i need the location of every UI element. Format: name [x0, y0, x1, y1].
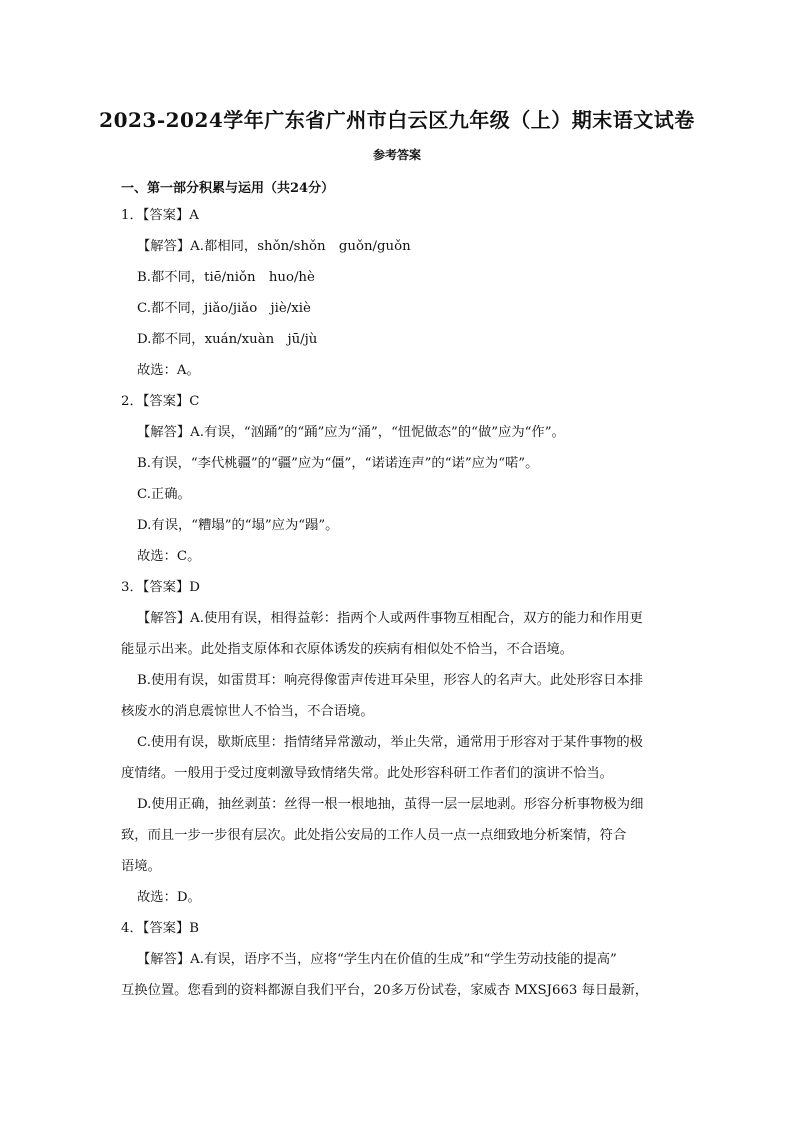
explanation-line: D.都不同，xuán/xuàn jū/jù: [137, 332, 318, 347]
section-heading: 一、第一部分积累与运用（共24分）: [121, 181, 335, 196]
answer-heading-3: 3．【答案】D: [121, 580, 200, 595]
answer-body: [121, 200, 681, 1006]
choice-line: 故选：C。: [137, 549, 201, 564]
explanation-line: B.都不同，tiē/niǒn huo/hè: [137, 270, 315, 285]
explanation-line: D.使用正确，抽丝剥茧：丝得一根一根地抽，茧得一层一层地剥。形容分析事物极为细: [137, 797, 644, 812]
answer-heading-4: 4．【答案】B: [121, 921, 200, 936]
explanation-line: C.正确。: [137, 487, 191, 502]
answer-heading-2: 2．【答案】C: [121, 394, 200, 409]
explanation-line: 致，而且一步一步很有层次。此处指公安局的工作人员一点一点细致地分析案情，符合: [121, 828, 627, 843]
explanation-line: 【解答】A.有误，“汹踊”的“踊”应为“涌”，“忸怩做态”的“做”应为“作”。: [137, 425, 565, 440]
explanation-line: 语境。: [121, 859, 161, 874]
explanation-line: B.有误，“李代桃疆”的“疆”应为“僵”，“诺诺连声”的“诺”应为“喏”。: [137, 456, 539, 471]
explanation-line: C.都不同，jiǎo/jiǎo jiè/xiè: [137, 301, 311, 316]
explanation-line: 【解答】A.使用有误，相得益彰：指两个人或两件事物互相配合，双方的能力和作用更: [137, 611, 643, 626]
choice-line: 故选：D。: [137, 890, 201, 905]
explanation-line: 【解答】A.都相同，shǒn/shǒn guǒn/guǒn: [137, 239, 411, 254]
explanation-line: B.使用有误，如雷贯耳：响亮得像雷声传进耳朵里，形容人的名声大。此处形容日本排: [137, 673, 643, 688]
choice-line: 故选：A。: [137, 363, 200, 378]
explanation-line: 度情绪。一般用于受过度刺激导致情绪失常。此处形容科研工作者们的演讲不恰当。: [121, 766, 613, 781]
document-title: 2023-2024学年广东省广州市白云区九年级（上）期末语文试卷: [99, 108, 695, 132]
explanation-line: 互换位置。您看到的资料都源自我们平台，20多万份试卷，家威杏 MXSJ663 每日最新，: [121, 983, 649, 998]
explanation-line: 【解答】A.有误，语序不当，应将“学生内在价值的生成”和“学生劳动技能的提高”: [137, 952, 617, 967]
document-subtitle: 参考答案: [372, 148, 421, 162]
explanation-line: D.有误，“糟塌”的“塌”应为“蹋”。: [137, 518, 339, 533]
explanation-line: C.使用有误，歇斯底里：指情绪异常激动，举止失常，通常用于形容对于某件事物的极: [137, 735, 643, 750]
explanation-line: 核废水的消息震惊世人不恰当，不合语境。: [121, 704, 374, 719]
explanation-line: 能显示出来。此处指支原体和衣原体诱发的疾病有相似处不恰当，不合语境。: [121, 642, 574, 657]
answer-heading-1: 1．【答案】A: [121, 208, 199, 223]
